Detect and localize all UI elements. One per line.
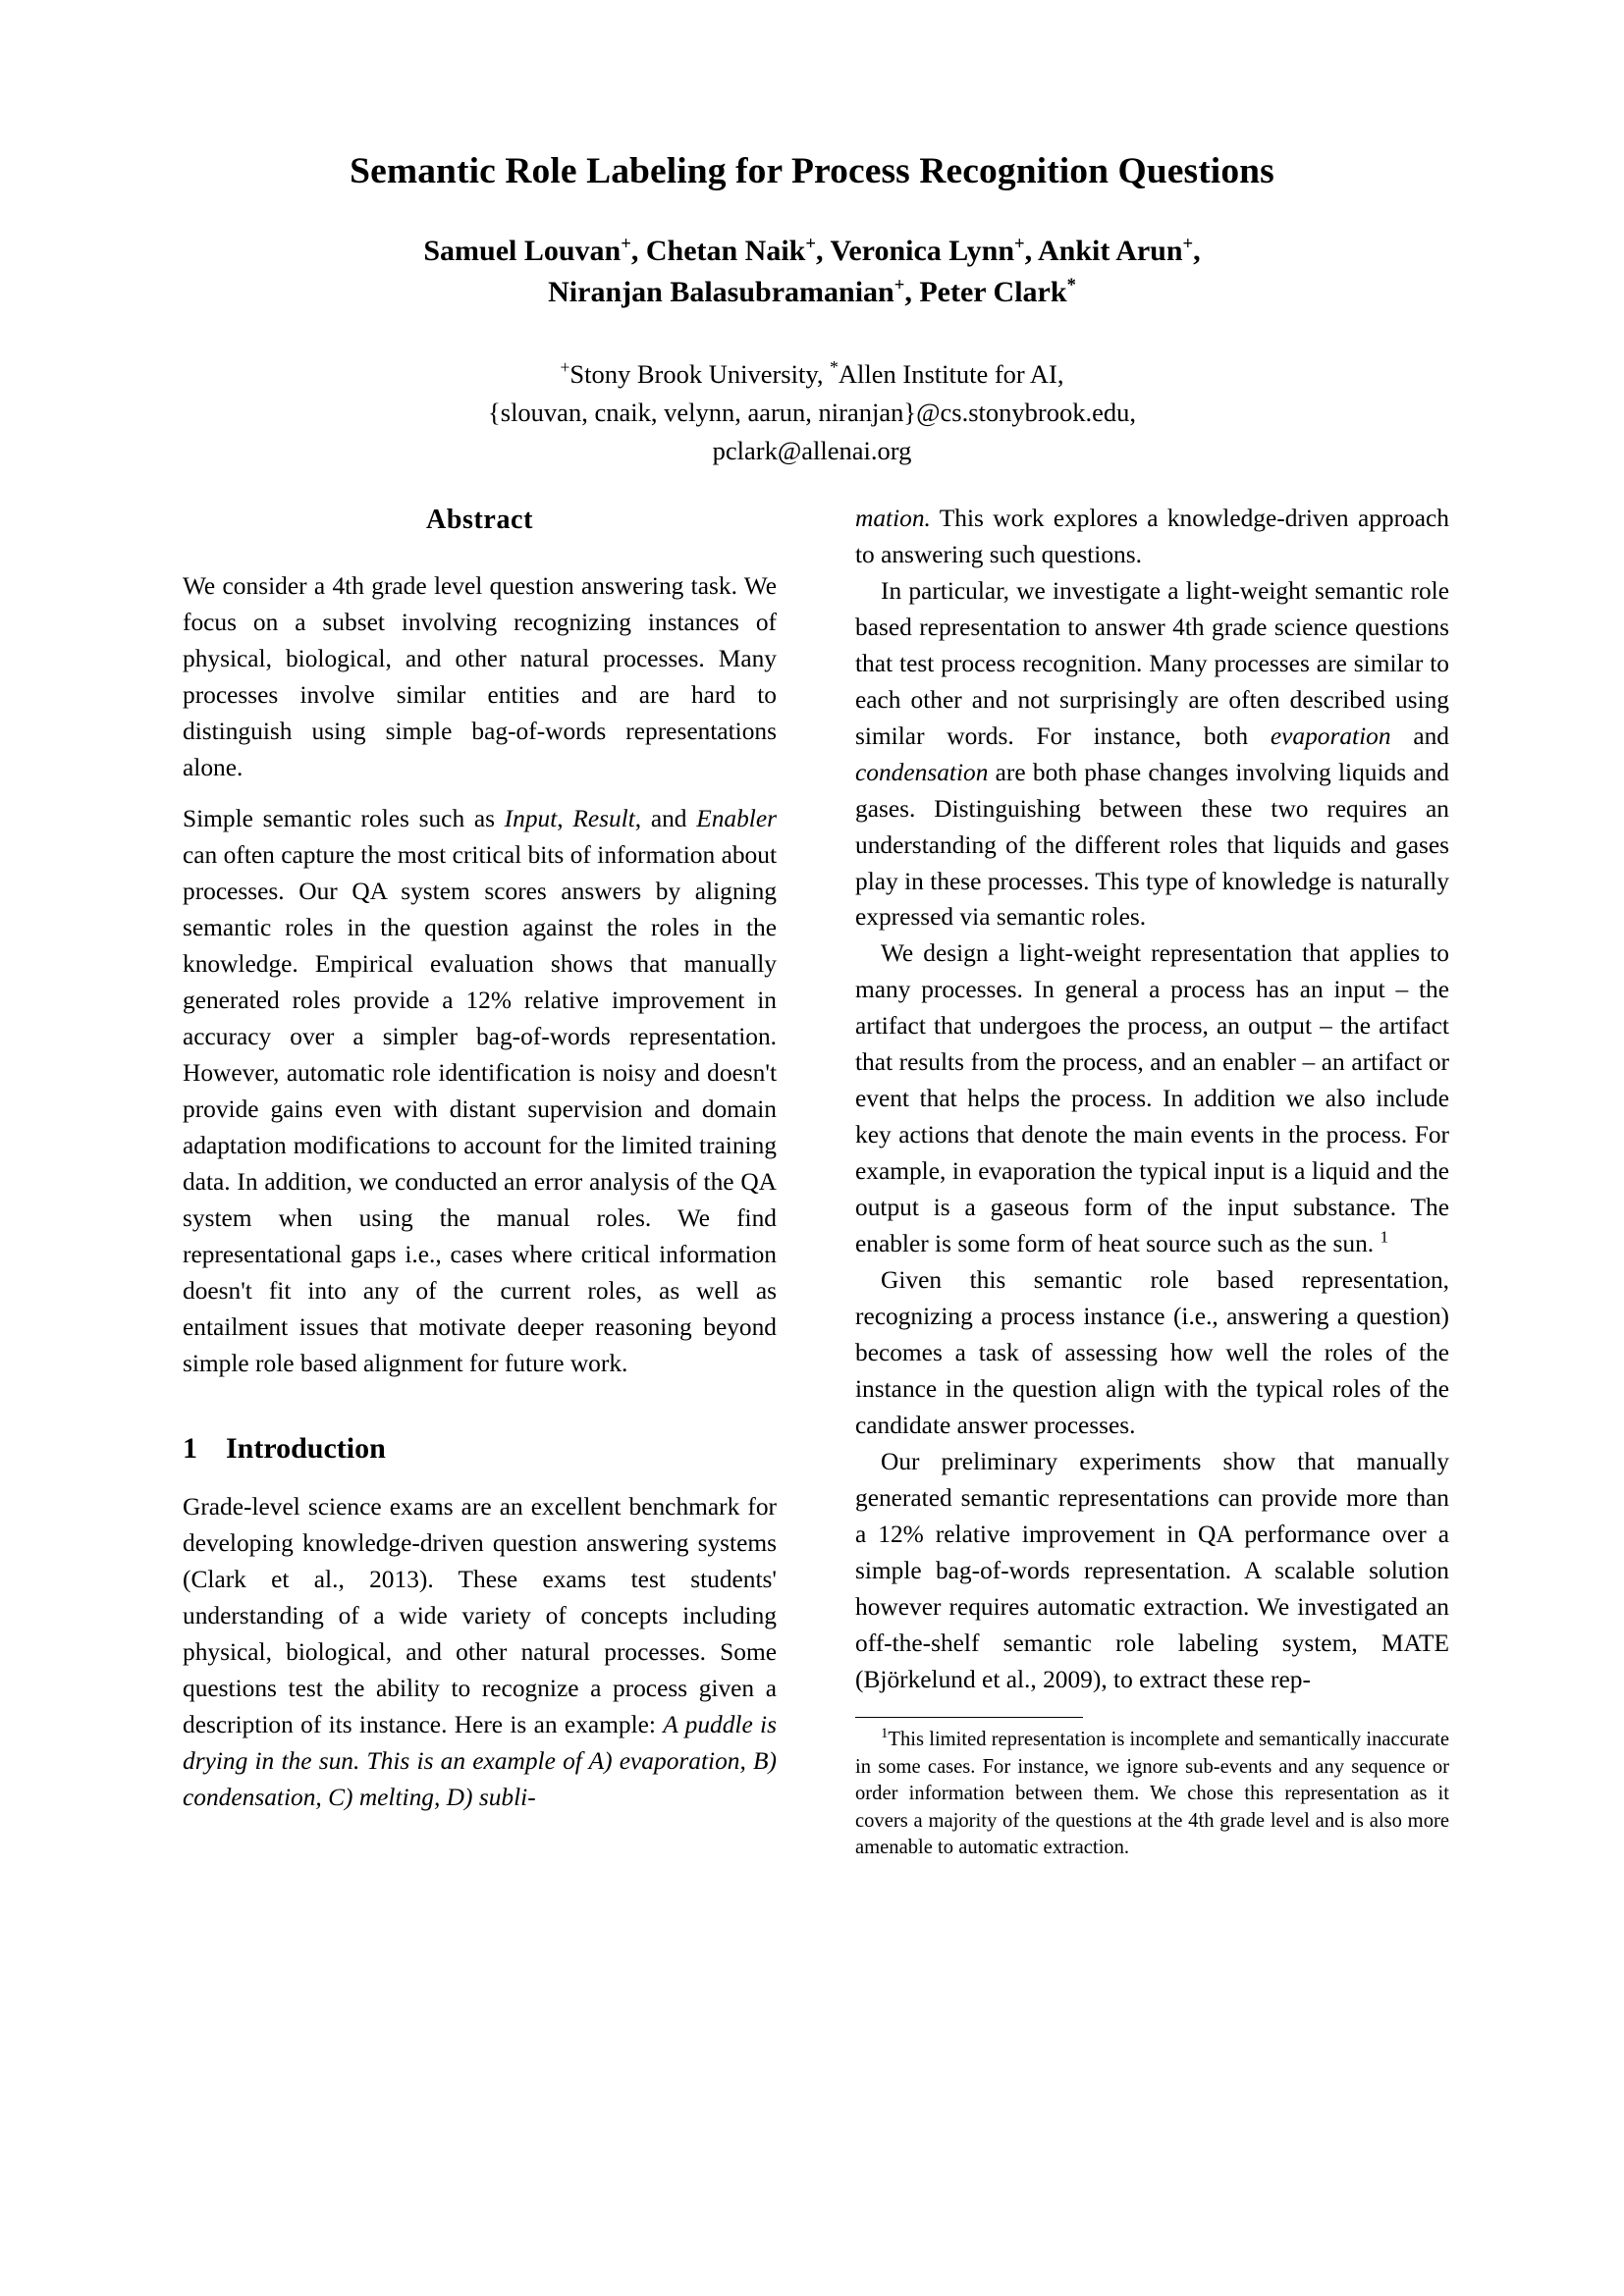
footnote-area: [855, 1717, 1449, 1861]
author-separator: ,: [630, 234, 646, 267]
evaporation-emphasis: evaporation: [1270, 721, 1391, 750]
intro-text-run: This work explores a knowledge-driven approach to answering such questions.: [855, 505, 1449, 568]
author-name: Peter Clark: [919, 276, 1067, 309]
role-enabler-emphasis: Enabler: [696, 805, 777, 833]
author-affil-marker: +: [621, 233, 631, 254]
author-separator: ,: [1193, 234, 1201, 267]
author-separator: ,: [815, 234, 831, 267]
left-column: [183, 501, 777, 1861]
intro-paragraph-1: [183, 1489, 777, 1816]
example-question-emphasis: A puddle is drying in the sun. This is an example of A) evaporation, B) condensation, C) melting, D) subli-: [183, 1711, 777, 1811]
author-list: [179, 231, 1445, 314]
affiliation-marker-star: *: [830, 357, 839, 378]
abstract-text-run: ,: [557, 805, 573, 833]
intro-paragraph-5: Our preliminary experiments show that manually generated semantic representations can provide more than a 12% relative improvement in QA performance over a simple bag-of-words representation. A scalable solution however requires automatic extraction. We investigated an off-the-shelf semantic role labeling system, MATE (Björkelund et al., 2009), to extract these rep-: [855, 1447, 1449, 1693]
abstract-text-run: Simple semantic roles such as: [183, 805, 505, 833]
affiliation-stony-brook: Stony Brook University,: [569, 359, 831, 390]
abstract-paragraph-1: We consider a 4th grade level question answering task. We focus on a subset involving recognizing instances of physical, biological, and other natural processes. Many processes involve similar entities and are hard to distinguish using simple bag-of-words representations alone.: [183, 571, 777, 781]
affiliation-block: [179, 355, 1445, 470]
intro-paragraph-3: [855, 935, 1449, 1262]
affiliation-marker-plus: +: [560, 357, 570, 378]
author-name: Chetan Naik: [645, 234, 806, 267]
author-affil-marker: +: [1014, 233, 1025, 254]
author-name: Ankit Arun: [1037, 234, 1183, 267]
abstract-body: [183, 568, 777, 1382]
author-separator: ,: [1024, 234, 1038, 267]
author-line-1: [179, 231, 1445, 273]
author-separator: ,: [904, 276, 920, 309]
role-result-emphasis: Result: [572, 805, 635, 833]
example-question-emphasis-continued: mation.: [855, 505, 931, 532]
intro-text-run: Grade-level science exams are an excellent benchmark for developing knowledge-driven question answering systems (Clark et al., 2013). These exams test students' understanding of a wide variety of concepts including physical, biological, and other natural processes. Some questions test the ability to recognize a process given a description of its instance. Here is an example:: [183, 1493, 777, 1739]
author-name: Samuel Louvan: [423, 234, 622, 267]
author-name: Veronica Lynn: [830, 234, 1015, 267]
email-line-allenai: pclark@allenai.org: [712, 435, 912, 465]
author-affil-marker: *: [1066, 275, 1076, 296]
intro-text-run: We design a light-weight representation that applies to many processes. In general a process has an input – the artifact that undergoes the process, an output – the artifact that results from the process, and an enabler – an artifact or event that helps the process. In addition we also include key actions that denote the main events in the process. For example, in evaporation the typical input is a liquid and the output is a gaseous form of the input substance. The enabler is some form of heat source such as the sun.: [855, 939, 1449, 1258]
right-column: [855, 501, 1449, 1861]
footnote-text: This limited representation is incomplete and semantically inaccurate in some cases. For instance, we ignore sub-events and any sequence or order information between them. We chose this representation as it covers a majority of the questions at the 4th grade level and is also more amenable to automatic extraction.: [855, 1729, 1449, 1858]
role-input-emphasis: Input: [504, 805, 558, 833]
footnote-marker: 1: [881, 1726, 889, 1742]
abstract-text-run: , and: [634, 805, 697, 833]
intro-paragraph-1-continued: [855, 501, 1449, 573]
affiliation-allen-institute: Allen Institute for AI,: [838, 359, 1064, 390]
author-affil-marker: +: [1182, 233, 1194, 254]
footnote-1: [855, 1727, 1449, 1861]
two-column-body: [183, 501, 1449, 1861]
section-title: Introduction: [226, 1431, 386, 1465]
email-line-stonybrook: {slouvan, cnaik, velynn, aarun, niranjan}@cs.stonybrook.edu,: [488, 398, 1136, 428]
author-affil-marker: +: [893, 275, 905, 296]
section-number: 1: [183, 1431, 197, 1465]
section-heading-introduction: [183, 1427, 777, 1470]
abstract-text-run: can often capture the most critical bits of information about processes. Our QA system scores answers by aligning semantic roles in the question against the roles in the knowledge. Empirical evaluation shows that manually generated roles provide a 12% relative improvement in accuracy over a simpler bag-of-words representation. However, automatic role identification is noisy and doesn't provide gains even with distant supervision and domain adaptation modifications to account for the limited training data. In addition, we conducted an error analysis of the QA system when using the manual roles. We find representational gaps i.e., cases where critical information doesn't fit into any of the current roles, as well as entailment issues that motivate deeper reasoning beyond simple role based alignment for future work.: [183, 841, 777, 1377]
author-affil-marker: +: [805, 233, 816, 254]
intro-paragraph-4: Given this semantic role based representation, recognizing a process instance (i.e., answering a question) becomes a task of assessing how well the roles of the instance in the question align with the typical roles of the candidate answer processes.: [855, 1266, 1449, 1439]
footnote-separator-rule: [855, 1717, 1083, 1718]
condensation-emphasis: condensation: [855, 758, 989, 786]
abstract-heading: Abstract: [426, 505, 533, 535]
footnote-block: [855, 1727, 1449, 1861]
intro-paragraph-2: [855, 573, 1449, 936]
affiliation-line: [179, 355, 1445, 394]
title-block: [179, 0, 1445, 470]
intro-text-run: In particular, we investigate a light-weight semantic role based representation to answer 4th grade science questions that test process recognition. Many processes are similar to each other and not surprisingly are often described using similar words. For instance, both: [855, 576, 1449, 750]
author-name: Niranjan Balasubramanian: [548, 276, 894, 309]
intro-text-run: are both phase changes involving liquids and gases. Distinguishing between these two requires an understanding of the different roles that liquids and gases play in these processes. This type of knowledge is naturally expressed via semantic roles.: [855, 758, 1449, 932]
page-title: Semantic Role Labeling for Process Recognition Questions: [350, 151, 1274, 191]
author-line-2: [179, 272, 1445, 314]
footnote-reference-1[interactable]: 1: [1380, 1227, 1389, 1247]
abstract-paragraph-2: [183, 801, 777, 1381]
intro-text-run: and: [1390, 721, 1449, 750]
